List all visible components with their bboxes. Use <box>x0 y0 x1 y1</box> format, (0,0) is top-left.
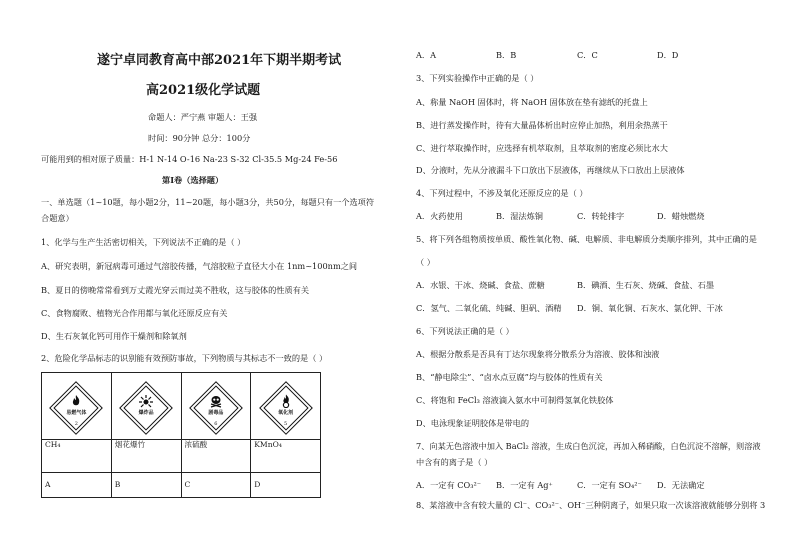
question-5-line-2: （ ） <box>416 257 435 267</box>
question-3-option-d: D、分液时，先从分液漏斗下口放出下层液体，再继续从下口放出上层液体 <box>416 165 685 175</box>
substance-cell: 烟花爆竹 <box>111 440 181 473</box>
hazard-number: 5 <box>284 421 288 427</box>
q4-option-b: B．湿法炼铜 <box>496 211 543 221</box>
hazard-cell <box>42 373 112 440</box>
hazard-letter-row <box>42 473 321 498</box>
exam-title: 遂宁卓同教育高中部2021年下期半期考试 <box>97 53 342 68</box>
question-3-option-a: A、称量 NaOH 固体时，将 NaOH 固体放在垫有滤纸的托盘上 <box>416 97 648 107</box>
question-1-option-b: B、夏日的傍晚常常看到万丈霞光穿云而过美不胜收，这与胶体的性质有关 <box>41 285 310 295</box>
letter-cell: A <box>42 473 112 498</box>
hazard-cell <box>181 373 251 440</box>
q5-option-d: D．铜、氧化铜、石灰水、氯化钾、干冰 <box>577 303 723 313</box>
q2-option-a: A．A <box>416 50 437 60</box>
letter-cell: D <box>251 473 321 498</box>
hazard-cell <box>251 373 321 440</box>
q4-option-a: A．火药使用 <box>416 211 463 221</box>
question-1-option-c: C、食物腐败、植物光合作用都与氧化还原反应有关 <box>41 308 228 318</box>
skull-icon <box>208 394 224 408</box>
question-3: 3、下列实验操作中正确的是（ ） <box>416 73 539 83</box>
substance-cell: CH₄ <box>42 440 112 473</box>
question-7-line-2: 中含有的离子是（ ） <box>416 457 493 467</box>
volume-heading: 第Ⅰ卷（选择题） <box>162 175 224 185</box>
question-1-option-a: A、研究表明，新冠病毒可通过气溶胶传播，气溶胶粒子直径大小在 1nm~100nm之间 <box>41 261 358 271</box>
q2-option-b: B．B <box>496 50 517 60</box>
question-3-option-c: C、进行萃取操作时，应选择有机萃取剂，且萃取剂的密度必须比水大 <box>416 143 668 153</box>
exam-authors: 命题人：严宁燕 审题人：王强 <box>148 112 258 122</box>
question-6-option-c: C、将饱和 FeCl₃ 溶液滴入氨水中可制得氢氧化铁胶体 <box>416 395 614 405</box>
exam-subtitle: 高2021级化学试题 <box>146 83 261 98</box>
question-6-option-d: D、电泳现象证明胶体是带电的 <box>416 418 530 428</box>
substance-cell: KMnO₄ <box>251 440 321 473</box>
q4-option-c: C．转轮排字 <box>577 211 625 221</box>
q7-option-d: D．无法确定 <box>657 480 705 490</box>
oxidizer-flame-icon <box>278 394 294 408</box>
q4-option-d: D．蜡烛燃烧 <box>657 211 705 221</box>
question-6-option-b: B、“静电除尘”、“卤水点豆腐”均与胶体的性质有关 <box>416 372 603 382</box>
q5-option-c: C．氢气、二氧化硫、纯碱、胆矾、酒精 <box>416 303 562 313</box>
question-5-line-1: 5、将下列各组物质按单质、酸性氧化物、碱、电解质、非电解质分类顺序排列，其中正确的是 <box>416 234 757 244</box>
explosion-icon <box>138 394 154 408</box>
question-2: 2、危险化学品标志的识别能有效预防事故，下列物质与其标志不一致的是（ ） <box>41 353 328 363</box>
q7-option-a: A．一定有 CO₃²⁻ <box>416 480 482 490</box>
atomic-masses: 可能用到的相对原子质量：H-1 N-14 O-16 Na-23 S-32 Cl-35.5 Mg-24 Fe-56 <box>41 154 338 164</box>
q7-option-b: B．一定有 Ag⁺ <box>496 480 553 490</box>
hazard-symbol-row <box>42 373 321 440</box>
q2-option-d: D．D <box>657 50 679 60</box>
hazard-label: 剧毒品 <box>208 410 224 416</box>
letter-cell: B <box>111 473 181 498</box>
hazard-number: 2 <box>74 421 78 427</box>
hazard-label: 易燃气体 <box>66 410 87 416</box>
hazard-substance-row <box>42 440 321 473</box>
q7-option-c: C．一定有 SO₄²⁻ <box>577 480 642 490</box>
flame-icon <box>68 394 84 408</box>
question-8: 8、某溶液中含有较大量的 Cl⁻、CO₃²⁻、OH⁻三种阴离子，如果只取一次该溶液就能够分别将 3 <box>416 500 766 510</box>
substance-cell: 浓硫酸 <box>181 440 251 473</box>
question-4: 4、下列过程中，不涉及氧化还原反应的是（ ） <box>416 188 588 198</box>
question-1-option-d: D、生石灰氧化钙可用作干燥剂和除氧剂 <box>41 331 187 341</box>
section-intro-1: 一、单选题（1~10题，每小题2分，11~20题，每小题3分，共50分，每题只有一个选项符 <box>41 197 375 207</box>
question-7-line-1: 7、向某无色溶液中加入 BaCl₂ 溶液，生成白色沉淀，再加入稀硝酸，白色沉淀不溶解，则溶液 <box>416 441 761 451</box>
exam-time-score: 时间：90分钟 总分：100分 <box>148 133 251 143</box>
q2-option-c: C．C <box>577 50 598 60</box>
question-3-option-b: B、进行蒸发操作时，待有大量晶体析出时应停止加热，利用余热蒸干 <box>416 120 668 130</box>
question-6-option-a: A、根据分散系是否具有丁达尔现象将分散系分为溶液、胶体和浊液 <box>416 349 660 359</box>
letter-cell: C <box>181 473 251 498</box>
hazard-number: 6 <box>214 421 218 427</box>
hazard-table <box>41 372 321 498</box>
question-6: 6、下列说法正确的是（ ） <box>416 326 514 336</box>
section-intro-2: 合题意） <box>41 213 74 223</box>
hazard-cell <box>111 373 181 440</box>
question-1: 1、化学与生产生活密切相关，下列说法不正确的是（ ） <box>41 237 246 247</box>
hazard-label: 爆炸品 <box>138 410 154 416</box>
hazard-label: 氧化剂 <box>278 410 294 416</box>
q5-option-b: B．碘酒、生石灰、烧碱、食盐、石墨 <box>577 280 715 290</box>
q5-option-a: A．水银、干冰、烧碱、食盐、蔗糖 <box>416 280 545 290</box>
